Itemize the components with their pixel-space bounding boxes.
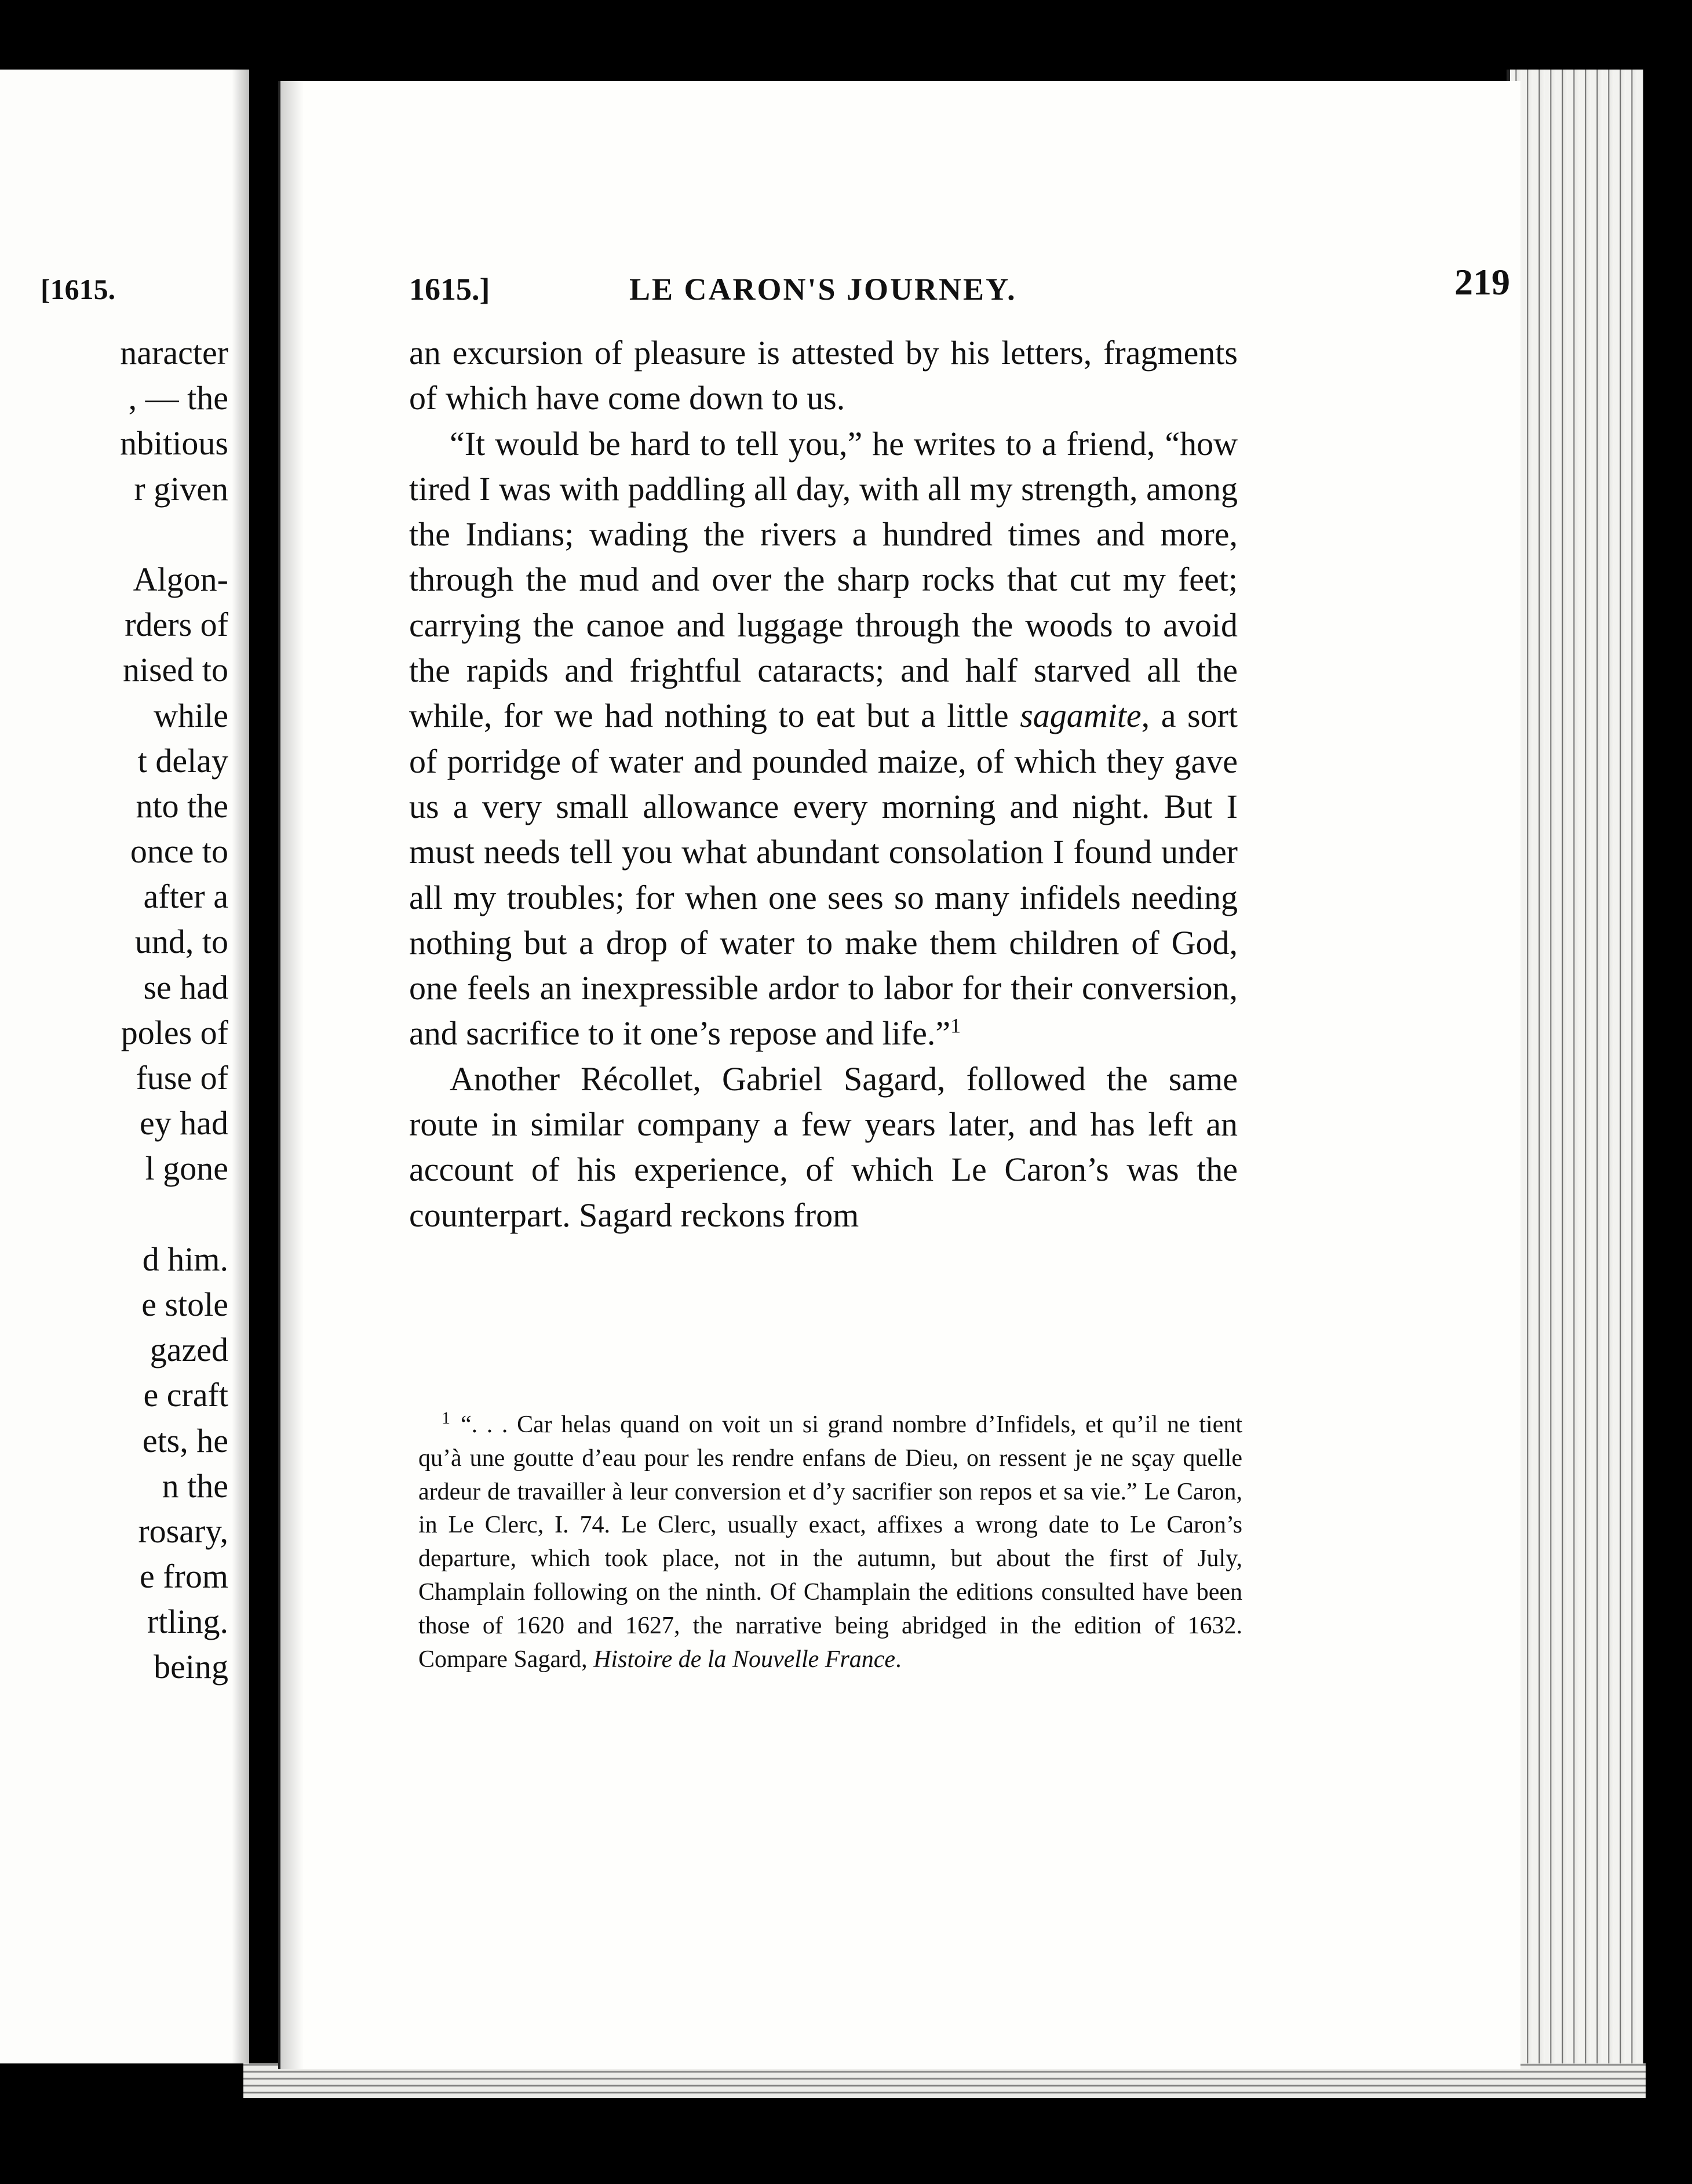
left-page-line: being [154, 1648, 228, 1686]
left-page-line: nbitious [120, 424, 228, 463]
body-text [409, 330, 1238, 1238]
page-number: 219 [1454, 261, 1510, 303]
left-page-line: , — the [128, 379, 228, 417]
footnote-italic-title: Histoire de la Nouvelle France [593, 1646, 896, 1673]
left-page-line: after a [143, 878, 228, 916]
left-page-line: nto the [136, 787, 228, 825]
footnote-text: “. . . Car helas quand on voit un si grand nombre d’Infidels, et qu’il ne tient qu’à une goutte d’eau pour les rendre enfans de Dieu, on ressent je ne sçay quelle ardeur de travailler à leur conversion et d’y sacrifier son repos et sa vie.” Le Caron, in Le Clerc, I. 74. Le Clerc, usually exact, affixes a wrong date to Le Caron’s departure, which took place, not in the autumn, but about the first of July, Champlain following on the ninth. Of Champlain the editions consulted have been those of 1620 and 1627, the narrative being abridged in the edition of 1632. Compare Sagard, [418, 1411, 1242, 1673]
left-page-line: naracter [120, 334, 228, 372]
gutter-shadow [232, 70, 249, 2063]
paragraph-2-text: “It would be hard to tell you,” he writes to a friend, “how tired I was with paddling all day, with all my strength, among the Indians; wading the rivers a hundred times and more, through the mud and over the sharp rocks that cut my feet; carrying the canoe and luggage through the woods to avoid the rapids and frightful cataracts; and half starved all the while, for we had nothing to eat but a little [409, 424, 1238, 735]
left-page-line: fuse of [136, 1059, 228, 1097]
left-page-line: once to [130, 832, 228, 871]
page-right [278, 81, 1520, 2069]
running-head [409, 261, 1522, 313]
running-head-date: 1615.] [409, 272, 490, 307]
footnote [418, 1408, 1242, 1676]
left-page-line: rders of [125, 606, 228, 644]
left-page-line: ets, he [142, 1421, 228, 1459]
paragraph-3 [409, 1057, 1238, 1238]
left-page-line: und, to [134, 923, 228, 961]
left-page-line: gazed [149, 1331, 228, 1369]
page-edges-right [1507, 70, 1643, 2075]
left-page-line: r given [134, 469, 228, 508]
left-page-line: poles of [121, 1013, 228, 1051]
left-page-line: e stole [141, 1285, 228, 1323]
paragraph-2 [409, 421, 1238, 1057]
facing-page-left [0, 70, 249, 2063]
left-page-line: t delay [137, 741, 228, 780]
footnote-reference: 1 [950, 1014, 961, 1038]
left-page-line: rtling. [147, 1603, 228, 1641]
left-page-line: ey had [140, 1104, 228, 1142]
left-page-line: e from [140, 1557, 228, 1596]
footnote-paragraph [418, 1408, 1242, 1676]
left-page-line: e craft [143, 1376, 228, 1414]
paragraph-2-text-continued: , a sort of porridge of water and pounded maize, of which they gave us a very small allowance every morning and night. But I must needs tell you what abundant consolation I found under all my troubles; for when one sees so many infidels needing nothing but a drop of water to make them children of God, one feels an inexpressible ardor to labor for their conversion, and sacrifice to it one’s repose and life.” [409, 697, 1238, 1053]
binding-shadow [280, 81, 304, 2069]
footnote-end: . [895, 1646, 902, 1673]
footnote-mark: 1 [442, 1408, 450, 1428]
left-page-line [0, 1192, 228, 1237]
running-head-title: LE CARON'S JOURNEY. [629, 272, 1017, 307]
paragraph-1 [409, 330, 1238, 421]
left-page-line: l gone [145, 1149, 228, 1188]
left-page-line: rosary, [138, 1512, 228, 1550]
paragraph-3-text: Another Récollet, Gabriel Sagard, followed the same route in similar company a few years later, and has left an account of his experience, of which Le Caron’s was the counterpart. Sagard reckons from [409, 1060, 1238, 1234]
left-page-text-fragments [0, 330, 228, 1690]
italic-word-sagamite: sagamite [1020, 697, 1142, 735]
left-page-line: se had [143, 968, 228, 1006]
paragraph-1-text: an excursion of pleasure is attested by his letters, fragments of which have come down to us. [409, 334, 1238, 417]
left-page-line: Algon- [133, 560, 228, 598]
left-page-line: n the [162, 1466, 228, 1505]
left-page-line [0, 512, 228, 557]
left-page-line: d him. [142, 1240, 228, 1278]
left-running-head: [1615. [41, 273, 116, 305]
left-page-line: nised to [122, 651, 228, 689]
left-page-line: while [154, 696, 228, 734]
